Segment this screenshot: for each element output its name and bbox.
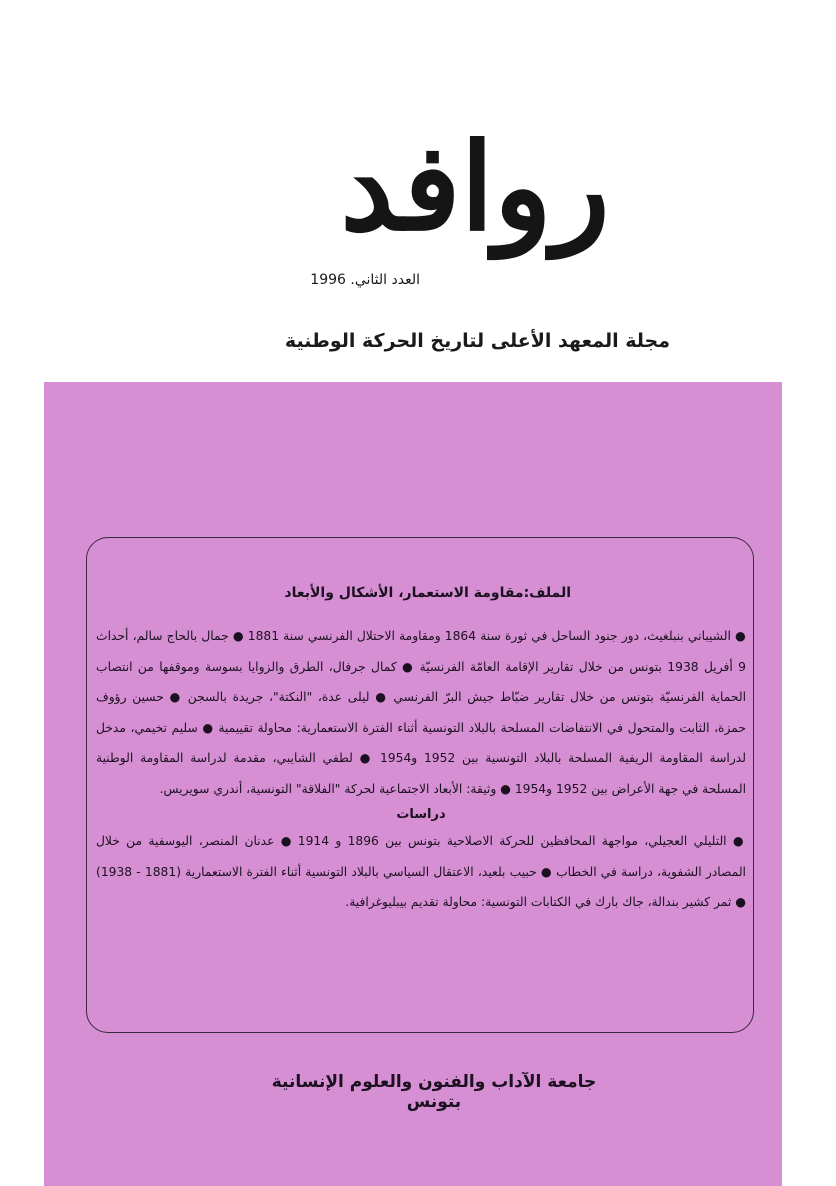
publisher-name: جامعة الآداب والفنون والعلوم الإنسانية بتونس <box>271 1072 597 1112</box>
magazine-subtitle: مجلة المعهد الأعلى لتاريخ الحركة الوطنية <box>284 330 670 352</box>
dossier-heading: الملف:مقاومة الاستعمار، الأشكال والأبعاد <box>284 585 571 601</box>
dossier-paragraph: ● الشيباني بنبلغيث، دور جنود الساحل في ثورة سنة 1864 ومقاومة الاحتلال الفرنسي سنة 1881 ● جمال بالحاج سالم، أحداث 9 أفريل 1938 بتونس من خلال تقارير الإقامة العامّة الفرنسيّة ● كمال جرفال، الطرق والزوايا بسوسة وموقفها من انتصاب الحماية الفرنسيّة بتونس من خلال تقارير ضبّاط جيش البرّ الفرنسي ● ليلى عدة، "النكتة"، جريدة بالسجن ● حسين رؤوف حمزة، الثابت والمتحول في الانتفاضات المسلحة بالبلاد التونسية أثناء الفترة الاستعمارية: محاولة تقييمية ● سليم تخيمي، مدخل لدراسة المقاومة الريفية المسلحة بالبلاد التونسية بين 1952 و1954 ● لطفي الشايبي، مقدمة لدراسة المقاومة الوطنية المسلحة في جهة الأعراض بين 1952 و1954 ● وثيقة: الأبعاد الاجتماعية لحركة "الفلاقة" التونسية، أندري سويريس. <box>96 629 746 796</box>
studies-paragraph: ● التليلي العجيلي، مواجهة المحافظين للحركة الاصلاحية بتونس بين 1896 و 1914 ● عدنان المنصر، اليوسفية من خلال المصادر الشفوية، دراسة في الخطاب ● حبيب بلعيد، الاعتقال السياسي بالبلاد التونسية أثناء الفترة الاستعمارية (1881 - 1938) ● ثمر كشير بندالة، جاك بارك في الكتابات التونسية: محاولة تقديم بيبليوغرافية. <box>96 834 747 909</box>
table-of-contents <box>96 585 746 918</box>
magazine-title-logo: روافد <box>340 117 610 258</box>
studies-heading: دراسات <box>396 807 446 822</box>
issue-label: العدد الثاني. 1996 <box>310 272 420 288</box>
